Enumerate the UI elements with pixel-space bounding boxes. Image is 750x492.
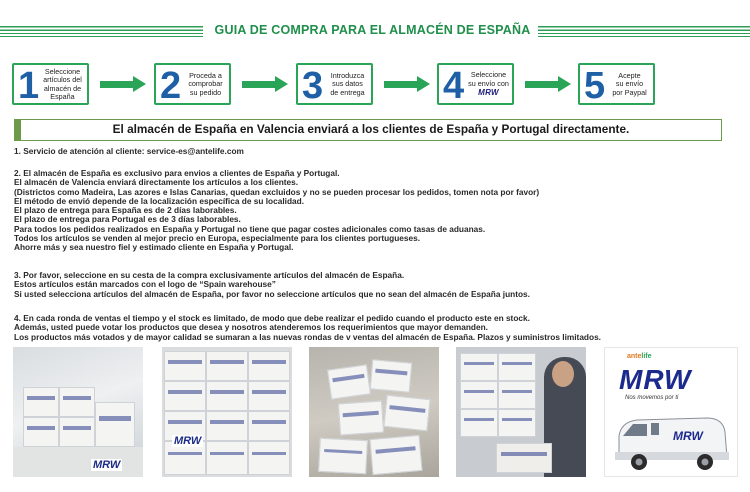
warehouse-photo-1 <box>13 347 143 477</box>
step-line: España <box>50 92 75 101</box>
step-3-box <box>296 63 373 105</box>
mrw-logo: MRW <box>478 88 499 98</box>
step-number: 4 <box>443 65 465 107</box>
step-5-box <box>578 63 655 105</box>
step-line: su envío <box>615 79 644 89</box>
text-line: (Districtos como Madeira, Las azores e Islas Canarias, quedan excluidos y no se pueden procesar los pedidos, tomen nota por favor) <box>14 186 540 197</box>
step-text <box>326 68 369 101</box>
section-3 <box>14 271 530 299</box>
antelife-logo-right: life <box>641 353 652 360</box>
arrow-right-icon <box>100 79 146 90</box>
van-icon <box>611 406 733 474</box>
text-line: El método de envió depende de la localización específica de su localidad. <box>14 195 305 206</box>
arrow-right-icon <box>384 79 430 90</box>
antelife-logo <box>627 353 652 360</box>
van-mrw-logo: MRW <box>673 429 703 443</box>
header-rule-right <box>538 26 750 37</box>
step-2-box <box>154 63 231 105</box>
mrw-slogan: Nos movemos por ti <box>625 395 679 401</box>
step-line: su envío con <box>468 78 509 88</box>
step-line: su pedido <box>189 87 222 97</box>
step-text <box>184 68 227 101</box>
text-line: Estos artículos están marcados con el logo de “Spain warehouse” <box>14 279 276 290</box>
step-text <box>608 68 651 101</box>
step-line: Seleccione <box>470 70 507 80</box>
mrw-ad-card <box>604 347 738 477</box>
arrow-right-icon <box>525 79 571 90</box>
step-line: Acepte <box>618 70 641 80</box>
text-line: El plazo de entrega para España es de 2 días laborables. <box>14 205 237 216</box>
mrw-logo: MRW <box>619 364 692 395</box>
page-header <box>0 21 750 43</box>
text-line: 1. Servicio de atención al cliente: service-es@antelife.com <box>14 146 244 156</box>
step-line: sus datos <box>332 79 363 89</box>
section-1 <box>14 147 244 156</box>
text-line: Ahorre más y sea nuestro fiel y estimado cliente en España y Portugal. <box>14 242 294 253</box>
step-line: Proceda a <box>189 70 222 80</box>
step-line: artículos del <box>43 75 82 84</box>
text-line: 2. El almacén de España es exclusivo para envios a clientes de España y Portugal. <box>14 168 340 178</box>
warehouse-photo-2 <box>162 347 292 477</box>
warehouse-photo-3 <box>309 347 439 477</box>
step-number: 3 <box>302 65 324 107</box>
info-banner <box>14 119 722 141</box>
text-line: 3. Por favor, seleccione en su cesta de la compra exclusivamente artículos del almacén de España. <box>14 270 405 280</box>
page-title: GUIA DE COMPRA PARA EL ALMACÉN DE ESPAÑA <box>214 23 531 37</box>
text-line: Además, usted puede votar los productos que desea y nosotros atenderemos los requerimientos que mayor demanden. <box>14 322 488 333</box>
step-text <box>40 68 85 101</box>
step-line: Seleccione <box>44 66 81 76</box>
text-line: El almacén de Valencia enviará directamente los artículos a los clientes. <box>14 177 299 188</box>
mrw-tag: MRW <box>93 459 121 471</box>
text-line: Los productos más votados y de mayor calidad se sumaran a las nuevas rondas de v ventas del almacén de España. Plazos y suministros limitados. <box>14 331 601 342</box>
step-number: 1 <box>18 65 40 107</box>
warehouse-photo-4 <box>456 347 586 477</box>
section-2 <box>14 169 539 253</box>
step-4-box <box>437 63 514 105</box>
step-line: de entrega <box>330 87 365 97</box>
text-line: Si usted selecciona artículos del almacén de España, por favor no seleccione artículos que no sean del almacén de España juntos. <box>14 288 530 299</box>
mrw-tag: MRW <box>174 435 202 447</box>
step-line: almacén de <box>43 83 82 93</box>
step-number: 5 <box>584 65 606 107</box>
header-rule-left <box>0 26 203 37</box>
step-line: por Paypal <box>612 87 647 97</box>
step-number: 2 <box>160 65 182 107</box>
step-line: Introduzca <box>330 70 365 80</box>
step-line: comprobar <box>188 79 223 89</box>
banner-text: El almacén de España en Valencia enviará a los clientes de España y Portugal directamente. <box>112 122 630 136</box>
section-4 <box>14 314 601 342</box>
text-line: El plazo de entrega para Portugal es de 3 días laborables. <box>14 214 241 225</box>
text-line: Para todos los pedidos realizados en España y Portugal no tiene que pagar costes adicionales como tasas de aduanas. <box>14 223 486 234</box>
text-line: 4. En cada ronda de ventas el tiempo y el stock es limitado, de modo que debe realizar el pedido cuando el producto este en stock. <box>14 313 530 323</box>
antelife-logo-left: ante <box>627 353 642 360</box>
step-1-box <box>12 63 89 105</box>
arrow-right-icon <box>242 79 288 90</box>
step-text <box>467 68 510 101</box>
text-line: Todos los artículos se venden al mejor precio en Europa, especialmente para los clientes portugueses. <box>14 233 421 244</box>
